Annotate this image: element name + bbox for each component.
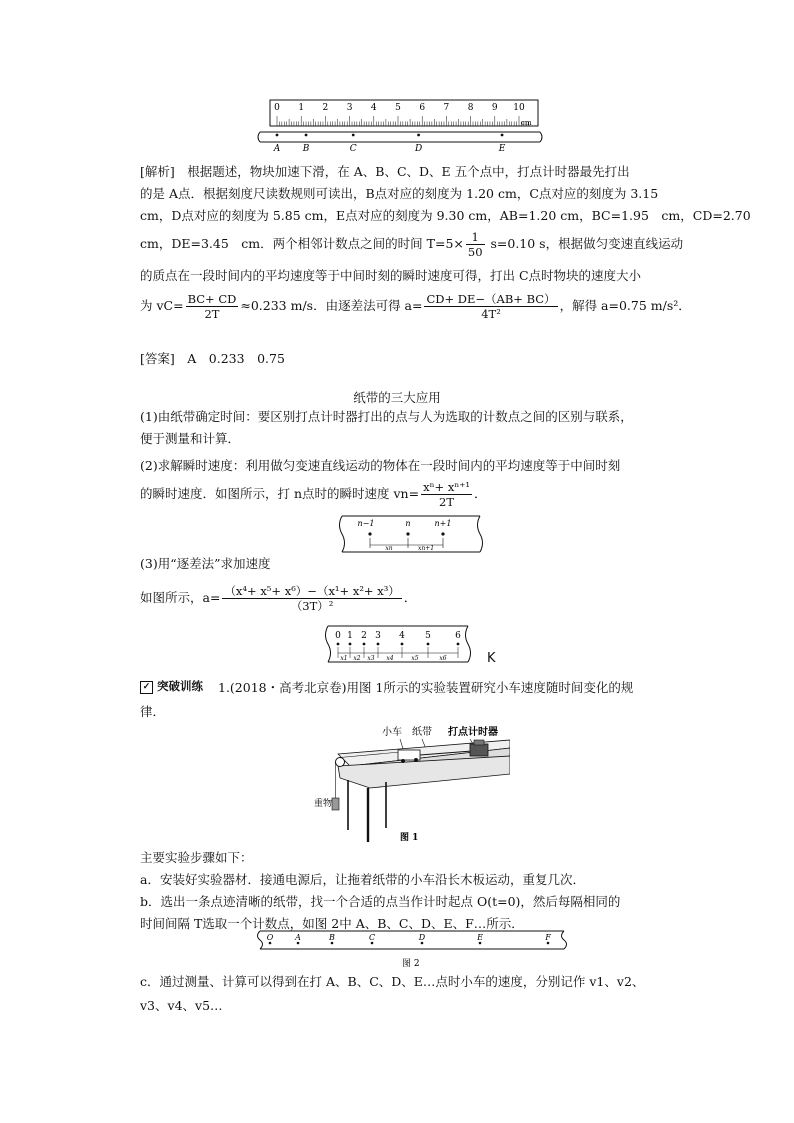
tape2-left-tear xyxy=(326,626,331,662)
analysis-line-6 xyxy=(140,292,691,321)
analysis-line-6-start: 为 vC= xyxy=(140,298,184,313)
tape3-label: O xyxy=(266,933,274,942)
analysis-line-2: 的是 A点．根据刻度尺读数规则可读出，B点对应的刻度为 1.20 cm，C点对应的刻度为 3.15 xyxy=(140,186,659,201)
ruler-point-dot xyxy=(305,134,308,137)
acceleration-fraction-num: CD+ DE−（AB+ BC） xyxy=(426,292,556,306)
ruler-point-dot xyxy=(276,134,279,137)
ruler-number: 9 xyxy=(491,103,498,113)
tape2-dot xyxy=(457,643,460,646)
step-c-line-1: c．通过测量、计算可以得到在打 A、B、C、D、E…点时小车的速度，分别记作 v1、v2、 xyxy=(140,974,645,989)
tape3-dot xyxy=(269,942,272,945)
ruler-number: 2 xyxy=(322,103,329,113)
step-a: a．安装好实验器材．接通电源后，让拖着纸带的小车沿长木板运动，重复几次． xyxy=(140,872,585,887)
timer-top xyxy=(474,740,484,745)
diff-fraction-num: （x⁴+ x⁵+ x⁶）−（x¹+ x²+ x³） xyxy=(224,584,400,598)
tape2-label: 0 xyxy=(335,631,341,641)
ruler-point-dot xyxy=(501,134,504,137)
tape3-label: A xyxy=(295,933,301,942)
ruler-point-label: B xyxy=(302,144,310,154)
tape2-x-label: x3 xyxy=(367,655,375,662)
tape-figure-3 xyxy=(252,928,572,970)
tape2-label: 3 xyxy=(375,631,381,641)
analysis-line-6-end: ，解得 a=0.75 m/s²． xyxy=(559,298,691,313)
step-b-line-2: 时间间隔 T选取一个计数点，如图 2中 A、B、C、D、E、F…所示． xyxy=(140,916,524,931)
ruler-point-dot xyxy=(417,134,420,137)
tape3-label: C xyxy=(368,933,376,942)
item1-line-a: (1)由纸带确定时间：要区别打点计时器打出的点与人为选取的计数点之间的区别与联系， xyxy=(140,409,633,424)
ruler-number: 7 xyxy=(443,103,450,113)
tape1-left-tear xyxy=(340,516,345,552)
item3-line-a: (3)用“逐差法”求加速度 xyxy=(140,556,271,571)
time-fraction-den: 50 xyxy=(467,245,483,259)
acceleration-fraction-den: 4T² xyxy=(481,307,501,321)
analysis-line-1: [解析] 根据题述，物块加速下滑，在 A、B、C、D、E 五个点中，打点计时器最先打出 xyxy=(140,164,630,179)
label-tape: 纸带 xyxy=(412,727,432,738)
section-title: 纸带的三大应用 xyxy=(353,390,441,405)
ruler-number: 5 xyxy=(395,103,401,113)
tape-left-tear xyxy=(258,132,260,142)
ruler-ticks xyxy=(277,116,529,126)
tape1-right-tear xyxy=(478,516,483,552)
item2-line-b-end: ． xyxy=(474,486,487,501)
velocity-fraction xyxy=(186,292,239,321)
tape2-label: 4 xyxy=(399,631,405,641)
ruler-point-label: C xyxy=(349,144,357,154)
tape3-dot xyxy=(371,942,374,945)
tape1-label-n-plus-1: n+1 xyxy=(434,519,452,528)
ruler-number: 0 xyxy=(274,103,280,113)
tape2-x-label: x4 xyxy=(386,655,394,662)
tape2-label: 5 xyxy=(425,631,431,641)
tape1-dot-2 xyxy=(406,532,409,535)
ruler-figure xyxy=(255,98,545,154)
ruler-number: 3 xyxy=(346,103,353,113)
ruler-number: 6 xyxy=(419,103,426,113)
ruler-number: 10 xyxy=(513,103,525,113)
ruler-number: 1 xyxy=(298,103,305,113)
item3-line-b-start: 如图所示，a= xyxy=(140,590,221,605)
tape3-label: B xyxy=(329,933,335,942)
tape2-dot xyxy=(377,643,380,646)
tape2-x-label: x5 xyxy=(411,655,419,662)
ruler-number: 8 xyxy=(467,103,474,113)
mark-k: K xyxy=(487,651,496,666)
question1-line-b: 律． xyxy=(140,704,166,719)
training-badge xyxy=(140,678,203,694)
tape1-dot-1 xyxy=(368,532,371,535)
item2-line-b xyxy=(140,480,660,509)
tape1-label-n: n xyxy=(405,519,411,528)
step-c-line-2: v3、v4、v5… xyxy=(140,998,223,1013)
tape3-dot xyxy=(547,942,550,945)
tape2-label: 1 xyxy=(347,631,353,641)
time-fraction-num: 1 xyxy=(466,230,485,245)
tape3-label: E xyxy=(477,933,483,942)
tape2-x-label: x1 xyxy=(340,655,348,662)
weight xyxy=(332,798,339,810)
tape2-dot xyxy=(427,643,430,646)
diff-fraction xyxy=(222,584,401,613)
velocity-fraction-num: BC+ CD xyxy=(187,292,237,306)
tape2-right-tear xyxy=(466,626,471,662)
analysis-line-3: cm，D点对应的刻度为 5.85 cm，E点对应的刻度为 9.30 cm，AB=1.20 cm，BC=1.95 cm，CD=2.70 xyxy=(140,208,751,223)
tape2-dot xyxy=(363,643,366,646)
tape2-x-label: x2 xyxy=(353,655,361,662)
car-wheel-1 xyxy=(401,759,405,763)
tape2-x-label: x6 xyxy=(439,655,447,662)
check-icon: ✓ xyxy=(140,681,153,694)
tape1-dot-3 xyxy=(441,532,444,535)
vn-fraction-num: xⁿ+ xⁿ⁺¹ xyxy=(423,480,470,494)
tape2-dot xyxy=(337,643,340,646)
item1-line-b: 便于测量和计算． xyxy=(140,431,241,446)
tape1-label-n-minus-1: n−1 xyxy=(357,519,375,528)
ruler-body xyxy=(270,100,538,126)
item2-line-b-start: 的瞬时速度．如图所示，打 n点时的瞬时速度 vn= xyxy=(140,486,420,501)
analysis-line-6-mid: ≈0.233 m/s．由逐差法可得 a= xyxy=(240,298,423,313)
question1-line-a: 1.(2018・高考北京卷)用图 1所示的实验装置研究小车速度随时间变化的规 xyxy=(218,680,634,695)
answer-line: [答案] A 0.233 0.75 xyxy=(140,351,285,366)
ruler-point-label: A xyxy=(273,144,281,154)
label-weight: 重物 xyxy=(314,799,333,809)
label-timer: 打点计时器 xyxy=(448,727,498,738)
tape3-right-tear xyxy=(562,931,567,949)
velocity-fraction-den: 2T xyxy=(204,307,220,321)
tape3-dot xyxy=(297,942,300,945)
tape1-x-label-1: xn xyxy=(385,545,393,552)
tape2-dot xyxy=(401,643,404,646)
ruler-point-label: E xyxy=(498,144,506,154)
training-badge-label: 突破训练 xyxy=(157,679,204,693)
step-b-line-1: b．选出一条点迹清晰的纸带，找一个合适的点当作计时起点 O(t=0)，然后每隔相同的 xyxy=(140,894,621,909)
tape3-dot xyxy=(421,942,424,945)
tape3-label: D xyxy=(418,933,426,942)
tape3-dot xyxy=(479,942,482,945)
analysis-line-5: 的质点在一段时间内的平均速度等于中间时刻的瞬时速度可得，打出 C点时物块的速度大小 xyxy=(140,268,642,283)
label-car: 小车 xyxy=(382,727,402,738)
tape2-dot xyxy=(349,643,352,646)
tape2-marks xyxy=(335,631,461,662)
apparatus-figure xyxy=(300,718,510,844)
item3-line-b xyxy=(140,584,660,613)
analysis-line-4 xyxy=(140,230,684,259)
analysis-line-4-start: cm，DE=3.45 cm．两个相邻计数点之间的时间 T=5× xyxy=(140,236,464,251)
timer-box xyxy=(470,744,488,756)
ruler-numbers xyxy=(274,103,525,113)
tape2-label: 6 xyxy=(455,631,461,641)
time-fraction xyxy=(466,230,485,259)
tape3-dot xyxy=(331,942,334,945)
ruler-points xyxy=(273,134,506,154)
ruler-point-label: D xyxy=(414,144,423,154)
car-wheel-2 xyxy=(414,758,418,762)
diff-fraction-den: （3T）² xyxy=(290,599,334,613)
ruler-unit: cm xyxy=(521,119,532,127)
analysis-line-4-end: s=0.10 s，根据做匀变速直线运动 xyxy=(486,236,684,251)
fig1-caption: 图 1 xyxy=(400,833,419,843)
fig2-caption: 图 2 xyxy=(402,959,420,969)
vn-fraction-den: 2T xyxy=(439,495,455,509)
tape2-label: 2 xyxy=(361,631,367,641)
tape-figure-2 xyxy=(322,622,472,670)
vn-fraction xyxy=(421,480,472,509)
item2-line-a: (2)求解瞬时速度：利用做匀变速直线运动的物体在一段时间内的平均速度等于中间时刻 xyxy=(140,458,621,473)
pulley xyxy=(336,758,345,767)
ruler-point-dot xyxy=(352,134,355,137)
tape3-label: F xyxy=(545,933,551,942)
tape1-x-label-2: xn+1 xyxy=(417,545,435,552)
item3-line-b-end: ． xyxy=(403,590,417,605)
steps-title: 主要实验步骤如下： xyxy=(140,850,253,865)
tape-right-tear xyxy=(540,132,542,142)
tape3-marks xyxy=(267,933,552,944)
acceleration-fraction xyxy=(424,292,557,321)
ruler-number: 4 xyxy=(370,103,377,113)
tape3-left-tear xyxy=(258,931,263,949)
